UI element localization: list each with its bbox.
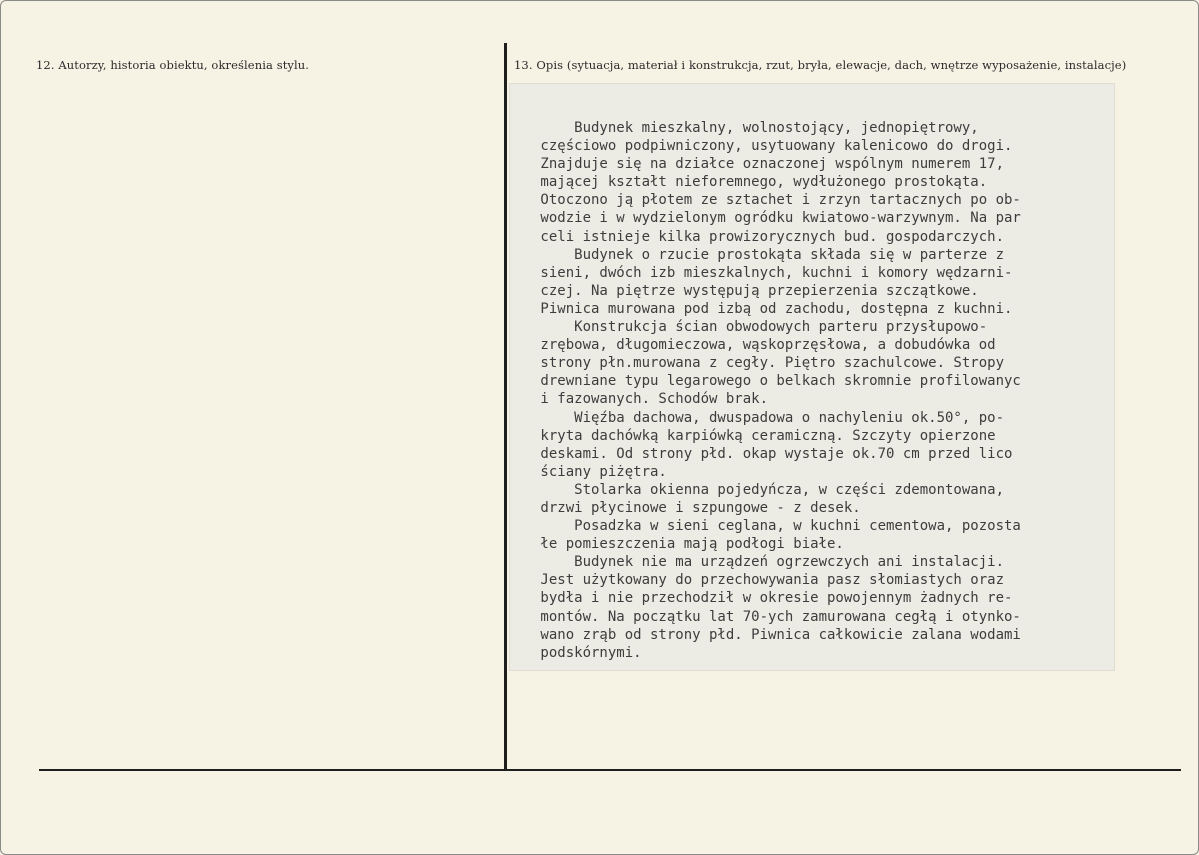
description-line: Posadzka w sieni ceglana, w kuchni cementowa, pozosta bbox=[532, 518, 1021, 535]
description-line: częściowo podpiwniczony, usytuowany kalenicowo do drogi. bbox=[532, 138, 1013, 155]
column-divider bbox=[504, 43, 507, 771]
description-line: i fazowanych. Schodów brak. bbox=[532, 391, 769, 408]
typewritten-description bbox=[532, 119, 1112, 662]
description-line: Otoczono ją płotem ze sztachet i zrzyn tartacznych po ob- bbox=[532, 192, 1021, 209]
description-line: ściany piżętra. bbox=[532, 463, 667, 480]
description-line: Więźba dachowa, dwuspadowa o nachyleniu ok.50°, po- bbox=[532, 409, 1005, 426]
description-line: wodzie i w wydzielonym ogródku kwiatowo-warzywnym. Na par bbox=[532, 210, 1021, 227]
description-line: kryta dachówką karpiówką ceramiczną. Szczyty opierzone bbox=[532, 427, 996, 444]
description-line: łe pomieszczenia mają podłogi białe. bbox=[532, 536, 844, 553]
description-line: sieni, dwóch izb mieszkalnych, kuchni i komory wędzarni- bbox=[532, 264, 1013, 281]
bottom-rule bbox=[39, 769, 1181, 771]
field-12-label: 12. Autorzy, historia obiektu, określenia stylu. bbox=[36, 58, 310, 72]
description-line: wano zrąb od strony płd. Piwnica całkowicie zalana wodami bbox=[532, 626, 1021, 643]
description-line: Jest użytkowany do przechowywania pasz słomiastych oraz bbox=[532, 572, 1005, 589]
description-line: Konstrukcja ścian obwodowych parteru przysłupowo- bbox=[532, 319, 988, 336]
field-13-label: 13. Opis (sytuacja, materiał i konstrukcja, rzut, bryła, elewacje, dach, wnętrze wyposażenie, instalacje) bbox=[514, 58, 1127, 72]
description-line: drzwi płycinowe i szpungowe - z desek. bbox=[532, 499, 861, 516]
description-line: czej. Na piętrze występują przepierzenia szczątkowe. bbox=[532, 282, 979, 299]
description-line: drewniane typu legarowego o belkach skromnie profilowanyc bbox=[532, 373, 1021, 390]
description-line: strony płn.murowana z cegły. Piętro szachulcowe. Stropy bbox=[532, 355, 1005, 372]
description-line: podskórnymi. bbox=[532, 644, 642, 661]
description-line: montów. Na początku lat 70-ych zamurowana cegłą i otynko- bbox=[532, 608, 1021, 625]
description-line: Stolarka okienna pojedyńcza, w części zdemontowana, bbox=[532, 481, 1005, 498]
description-line: mającej kształt nieforemnego, wydłużonego prostokąta. bbox=[532, 174, 988, 191]
description-line: Piwnica murowana pod izbą od zachodu, dostępna z kuchni. bbox=[532, 300, 1013, 317]
description-line: zrębowa, długomieczowa, wąskoprzęsłowa, a dobudówka od bbox=[532, 337, 996, 354]
description-line: Budynek nie ma urządzeń ogrzewczych ani instalacji. bbox=[532, 554, 1005, 571]
description-line: deskami. Od strony płd. okap wystaje ok.70 cm przed lico bbox=[532, 445, 1013, 462]
description-line: Budynek o rzucie prostokąta składa się w parterze z bbox=[532, 246, 1005, 263]
description-line: Budynek mieszkalny, wolnostojący, jednopiętrowy, bbox=[532, 120, 979, 136]
description-line: bydła i nie przechodził w okresie powojennym żadnych re- bbox=[532, 590, 1013, 607]
description-line: Znajduje się na działce oznaczonej wspólnym numerem 17, bbox=[532, 156, 1005, 173]
description-line: celi istnieje kilka prowizorycznych bud. gospodarczych. bbox=[532, 228, 1005, 245]
